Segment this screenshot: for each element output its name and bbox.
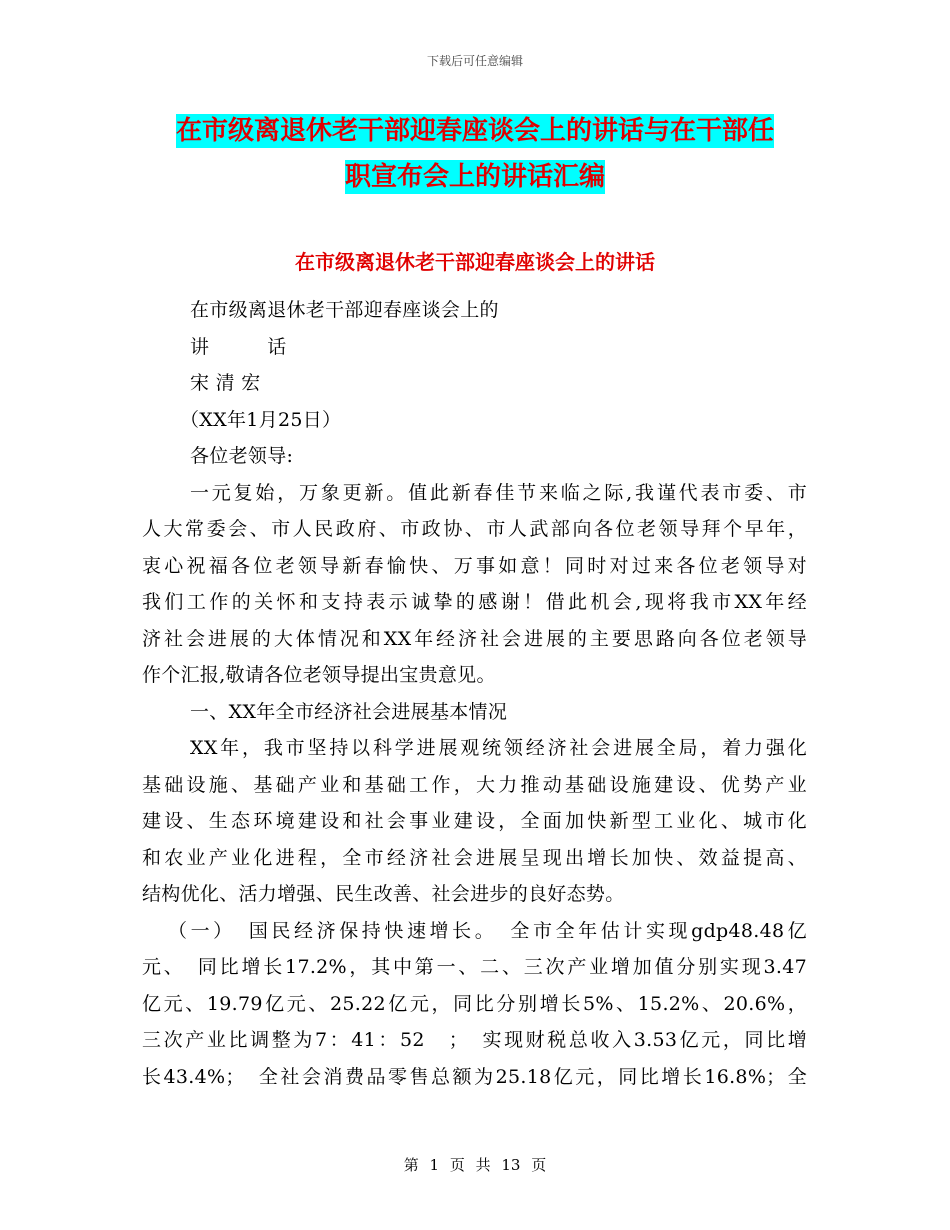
paragraph-line: XX年，我市坚持以科学进展观统领经济社会进展全局，着力强化 [190,737,807,759]
paragraph-line: 一元复始，万象更新。值此新春佳节来临之际,我谨代表市委、市 [190,481,807,504]
paragraph-line: 济社会进展的大体情况和XX年经济社会进展的主要思路向各位老领导 [142,627,807,650]
speech-date: （XX年1月25日） [180,408,342,431]
speech-title-line-2: 讲 话 [190,335,287,358]
paragraph-line: 亿元、19.79亿元、25.22亿元，同比分别增长5%、15.2%、20.6%， [142,992,807,1015]
paragraph-line: 人大常委会、市人民政府、市政协、市人武部向各位老领导拜个早年， [142,518,807,540]
paragraph-line: 基础设施、基础产业和基础工作，大力推动基础设施建设、优势产业 [142,773,807,796]
header-note: 下载后可任意编辑 [426,54,523,68]
paragraph-line: 长43.4%； 全社会消费品零售总额为25.18亿元，同比增长16.8%；全 [142,1065,807,1088]
section-title: 在市级离退休老干部迎春座谈会上的讲话 [295,250,655,274]
paragraph-line: 我们工作的关怀和支持表示诚挚的感谢！借此机会,现将我市XX年经 [142,591,807,613]
paragraph-line: 和农业产业化进程，全市经济社会进展呈现出增长加快、效益提高、 [142,846,807,869]
paragraph-line: 元、 同比增长17.2%，其中第一、二、三次产业增加值分别实现3.47 [142,956,807,978]
document-body [142,292,807,1095]
paragraph-line: 结构优化、活力增强、民生改善、社会进步的良好态势。 [142,883,625,905]
paragraph-line: 建设、生态环境建设和社会事业建设，全面加快新型工业化、城市化 [142,810,807,832]
document-main-title [140,108,810,200]
paragraph-line: 作个汇报,敬请各位老领导提出宝贵意见。 [142,664,496,686]
main-title-line-1: 在市级离退休老干部迎春座谈会上的讲话与在干部任 [175,116,774,146]
page-footer: 第 1 页 共 13 页 [403,1156,547,1174]
section-heading: 一、XX年全市经济社会进展基本情况 [190,700,508,723]
speech-title-line-1: 在市级离退休老干部迎春座谈会上的 [190,299,499,321]
paragraph-line: 三次产业比调整为7：41：52 ； 实现财税总收入3.53亿元，同比增 [142,1029,807,1051]
salutation: 各位老领导: [190,445,294,467]
paragraph-line: （一） 国民经济保持快速增长。 全市全年估计实现gdp48.48亿 [168,919,807,942]
main-title-line-2: 职宣布会上的讲话汇编 [344,162,605,192]
paragraph-line: 衷心祝福各位老领导新春愉快、万事如意！同时对过来各位老领导对 [142,554,807,577]
speaker-name: 宋 清 宏 [190,372,261,394]
